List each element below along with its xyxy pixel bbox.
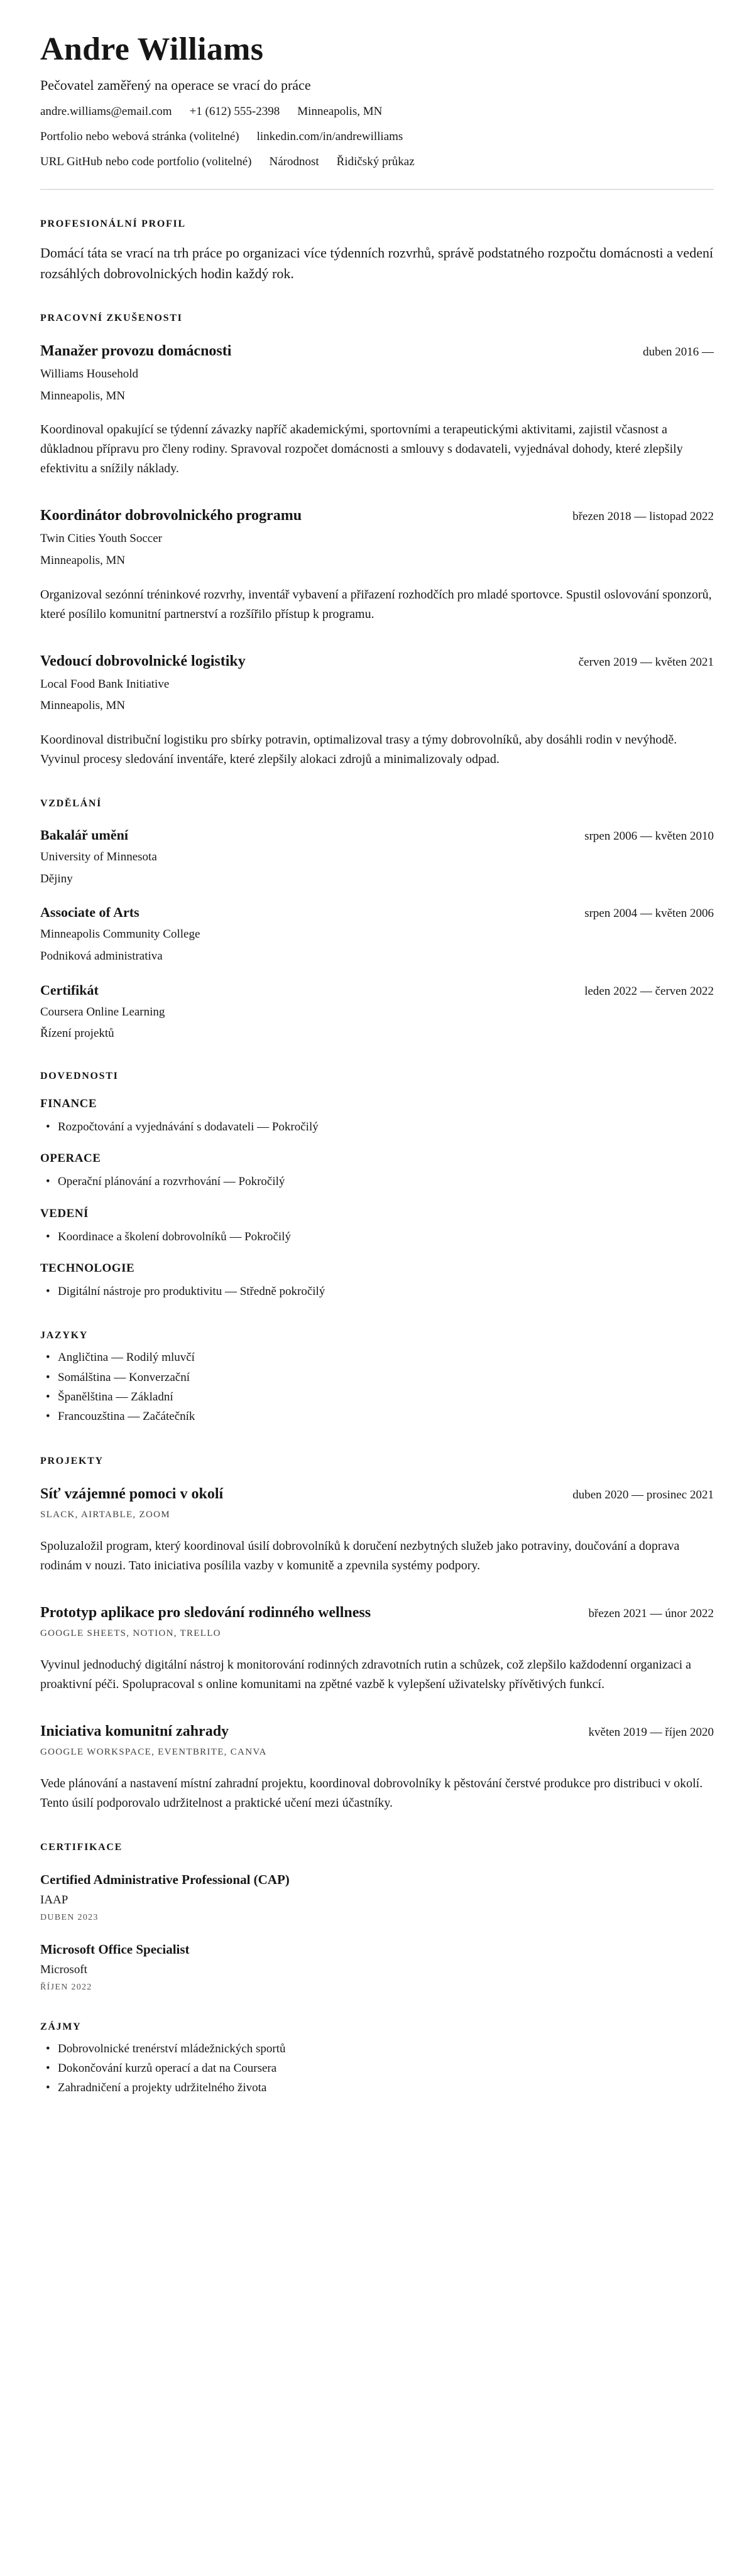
- language-item: • Somálština — Konverzační: [40, 1368, 714, 1387]
- field-of-study: Podniková administrativa: [40, 949, 163, 963]
- job-location: Minneapolis, MN: [40, 389, 126, 403]
- education-item-head: [40, 982, 714, 998]
- certification-date: DUBEN 2023: [40, 1912, 99, 1922]
- project-description: Vede plánování a nastavení místní zahradní projektu, koordinoval dobrovolníky k pěstování čerstvé produkce pro distribuci v okolí. Tento úsilí podporovalo udržitelnost a praktické učení mezi účastníky.: [40, 1776, 703, 1810]
- section-skills: [40, 1071, 714, 1301]
- job-company: Williams Household: [40, 367, 138, 381]
- skill-item: • Rozpočtování a vyjednávání s dodavateli — Pokročilý: [40, 1117, 714, 1137]
- skill-list: [40, 1227, 714, 1247]
- skill-category: VEDENÍ: [40, 1206, 89, 1220]
- language-item: • Francouzština — Začátečník: [40, 1407, 714, 1426]
- skills-heading: DOVEDNOSTI: [40, 1070, 119, 1081]
- degree-title: Bakalář umění: [40, 827, 128, 843]
- section-languages: [40, 1330, 714, 1426]
- projects-heading: PROJEKTY: [40, 1455, 104, 1466]
- skill-group: [40, 1262, 714, 1301]
- project-item: [40, 1722, 714, 1813]
- experience-item: [40, 342, 714, 479]
- certification-issuer: Microsoft: [40, 1962, 87, 1976]
- certification-item: [40, 1872, 714, 1923]
- education-item: [40, 827, 714, 887]
- section-profile: [40, 219, 714, 284]
- interest-item: • Dokončování kurzů operací a dat na Coursera: [40, 2059, 714, 2078]
- job-dates: duben 2016 —: [643, 345, 714, 359]
- project-dates: březen 2021 — únor 2022: [588, 1606, 714, 1620]
- certification-title: Certified Administrative Professional (CAP): [40, 1871, 290, 1887]
- skill-category: OPERACE: [40, 1152, 101, 1166]
- project-description: Vyvinul jednoduchý digitální nástroj k monitorování rodinných zdravotních rutin a schůzek, což zlepšilo každodenní organizaci a proaktivní péči. Spolupracoval s online komunitami na zpětné vazbě k vylepšení uživatelsky přívětivých funkcí.: [40, 1657, 692, 1691]
- skill-list: [40, 1172, 714, 1191]
- skill-item: • Digitální nástroje pro produktivitu — Středně pokročilý: [40, 1282, 714, 1301]
- experience-item-head: [40, 652, 714, 671]
- job-description: Organizoval sezónní tréninkové rozvrhy, inventář vybavení a přiřazení rozhodčích pro mladé sportovce. Spustil oslovování sponzorů, které posílilo komunitní partnerství a rozšířilo přístup k programu.: [40, 587, 712, 621]
- field-of-study: Řízení projektů: [40, 1027, 114, 1041]
- experience-heading: PRACOVNÍ ZKUŠENOSTI: [40, 313, 183, 324]
- email-text: andre.williams@email.com: [40, 105, 172, 119]
- section-certifications: [40, 1842, 714, 1993]
- linkedin-text: linkedin.com/in/andrewilliams: [256, 130, 403, 144]
- education-dates: leden 2022 — červen 2022: [584, 984, 714, 998]
- candidate-headline: Pečovatel zaměřený na operace se vrací do práce: [40, 77, 311, 94]
- education-dates: srpen 2004 — květen 2006: [584, 907, 714, 921]
- contact-row-3: [40, 155, 714, 169]
- project-stack: SLACK, AIRTABLE, ZOOM: [40, 1509, 170, 1520]
- github-text: URL GitHub nebo code portfolio (volitelné): [40, 155, 252, 169]
- language-item: • Španělština — Základní: [40, 1387, 714, 1407]
- contact-row-2: [40, 130, 714, 144]
- project-stack: GOOGLE WORKSPACE, EVENTBRITE, CANVA: [40, 1746, 267, 1757]
- interest-item: • Dobrovolnické trenérství mládežnických sportů: [40, 2039, 714, 2059]
- education-dates: srpen 2006 — květen 2010: [584, 830, 714, 843]
- section-projects: [40, 1456, 714, 1813]
- degree-title: Associate of Arts: [40, 904, 139, 921]
- portfolio-text: Portfolio nebo webová stránka (volitelné): [40, 130, 239, 144]
- skill-category: TECHNOLOGIE: [40, 1261, 135, 1275]
- project-item-head: [40, 1603, 714, 1622]
- job-description: Koordinoval distribuční logistiku pro sbírky potravin, optimalizoval trasy a týmy dobrovolníků, aby dosáhli rodin v nevýhodě. Vyvinul procesy sledování inventáře, které zlepšily alokaci zdrojů a minimalizovaly odpad.: [40, 733, 677, 767]
- education-item-head: [40, 904, 714, 921]
- certification-item: [40, 1942, 714, 1993]
- project-item-head: [40, 1485, 714, 1503]
- education-heading: VZDĚLÁNÍ: [40, 798, 102, 809]
- school-name: Coursera Online Learning: [40, 1005, 165, 1019]
- skill-group: [40, 1097, 714, 1137]
- job-dates: červen 2019 — květen 2021: [578, 655, 714, 669]
- profile-text: Domácí táta se vrací na trh práce po organizaci více týdenních rozvrhů, správě podstatného rozpočtu domácnosti a vedení rozsáhlých dobrovolnických hodin každý rok.: [40, 245, 714, 282]
- job-location: Minneapolis, MN: [40, 554, 126, 568]
- section-interests: [40, 2021, 714, 2098]
- project-title: Prototyp aplikace pro sledování rodinného wellness: [40, 1604, 371, 1621]
- project-dates: květen 2019 — říjen 2020: [588, 1725, 714, 1739]
- project-description: Spoluzaložil program, který koordinoval úsilí dobrovolníků k doručení nezbytných služeb jako potraviny, doučování a doprava rodinám v nouzi. Tato iniciativa posílila vazby v komunitě a zpevnila systémy podpory.: [40, 1539, 680, 1572]
- project-item: [40, 1603, 714, 1694]
- school-name: University of Minnesota: [40, 850, 157, 864]
- section-education: [40, 798, 714, 1042]
- experience-item: [40, 506, 714, 624]
- education-item-head: [40, 827, 714, 843]
- project-item: [40, 1485, 714, 1576]
- language-item: • Angličtina — Rodilý mluvčí: [40, 1348, 714, 1367]
- candidate-name: Andre Williams: [40, 31, 264, 67]
- job-title: Vedoucí dobrovolnické logistiky: [40, 652, 246, 669]
- project-title: Iniciativa komunitní zahrady: [40, 1723, 229, 1740]
- skill-category: FINANCE: [40, 1096, 97, 1110]
- job-company: Local Food Bank Initiative: [40, 677, 170, 691]
- skill-list: [40, 1117, 714, 1137]
- profile-heading: PROFESIONÁLNÍ PROFIL: [40, 219, 186, 230]
- education-item: [40, 982, 714, 1042]
- resume-header: [40, 31, 714, 169]
- interests-heading: ZÁJMY: [40, 2021, 82, 2032]
- job-title: Koordinátor dobrovolnického programu: [40, 507, 302, 524]
- skill-list: [40, 1282, 714, 1301]
- phone-text: +1 (612) 555-2398: [189, 105, 280, 119]
- job-company: Twin Cities Youth Soccer: [40, 532, 162, 546]
- location-text: Minneapolis, MN: [297, 105, 383, 119]
- skill-group: [40, 1152, 714, 1191]
- skill-group: [40, 1207, 714, 1247]
- experience-item-head: [40, 506, 714, 525]
- degree-title: Certifikát: [40, 982, 99, 998]
- education-item: [40, 904, 714, 964]
- certification-issuer: IAAP: [40, 1893, 68, 1907]
- job-location: Minneapolis, MN: [40, 699, 126, 713]
- field-of-study: Dějiny: [40, 872, 73, 885]
- certification-date: ŘÍJEN 2022: [40, 1982, 92, 1992]
- certification-title: Microsoft Office Specialist: [40, 1941, 190, 1957]
- skill-item: • Koordinace a školení dobrovolníků — Pokročilý: [40, 1227, 714, 1247]
- experience-item-head: [40, 342, 714, 360]
- certifications-heading: CERTIFIKACE: [40, 1841, 123, 1853]
- drivers-license-text: Řidičský průkaz: [336, 155, 415, 169]
- interest-list: [40, 2039, 714, 2098]
- interest-item: • Zahradničení a projekty udržitelného života: [40, 2078, 714, 2097]
- contact-row-1: [40, 105, 714, 119]
- languages-heading: JAZYKY: [40, 1330, 88, 1341]
- skill-item: • Operační plánování a rozvrhování — Pokročilý: [40, 1172, 714, 1191]
- section-experience: [40, 313, 714, 769]
- job-title: Manažer provozu domácnosti: [40, 343, 232, 360]
- job-dates: březen 2018 — listopad 2022: [572, 510, 714, 524]
- nationality-text: Národnost: [269, 155, 319, 169]
- experience-item: [40, 652, 714, 769]
- project-title: Síť vzájemné pomoci v okolí: [40, 1485, 224, 1502]
- header-divider: [40, 189, 714, 190]
- job-description: Koordinoval opakující se týdenní závazky napříč akademickými, sportovními a terapeutickými aktivitami, zajistil včasnost a důkladnou přípravu pro členy rodiny. Spravoval rozpočet domácnosti a smlouvy s dodavateli, vyjednával dohody, které zlepšily efektivitu a snížily náklady.: [40, 423, 683, 476]
- language-list: [40, 1348, 714, 1426]
- project-dates: duben 2020 — prosinec 2021: [572, 1488, 714, 1502]
- project-stack: GOOGLE SHEETS, NOTION, TRELLO: [40, 1628, 221, 1638]
- school-name: Minneapolis Community College: [40, 928, 200, 941]
- project-item-head: [40, 1722, 714, 1741]
